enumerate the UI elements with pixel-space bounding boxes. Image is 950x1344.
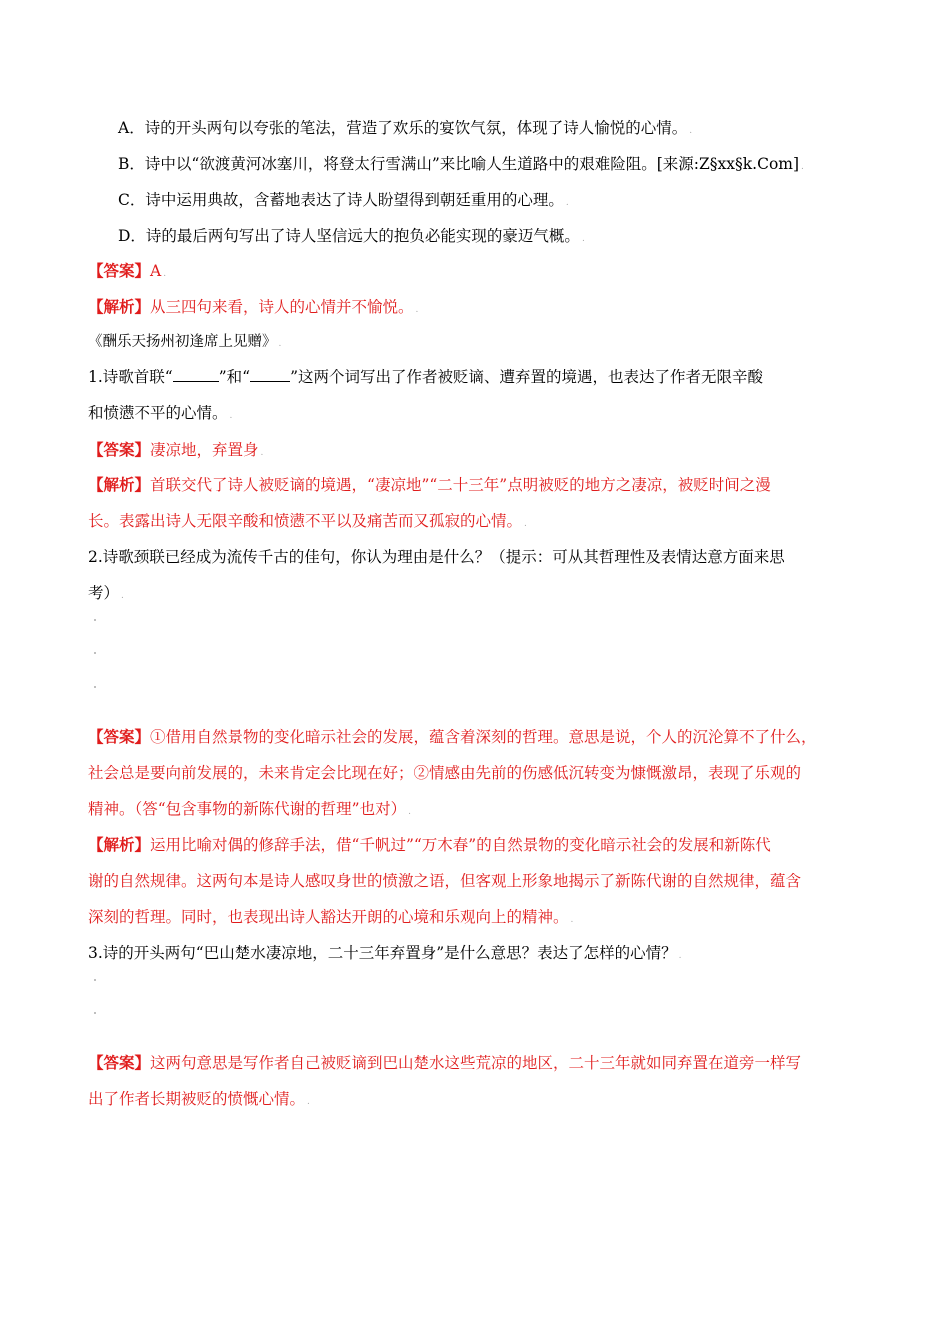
blank-line-marker [94,979,96,981]
question-2: 2.诗歌颈联已经成为流传千古的佳句，你认为理由是什么？（提示：可从其哲理性及表情达意方面来思 [88,548,785,566]
q2-answer: 【答案】①借用自然景物的变化暗示社会的发展，蕴含着深刻的哲理。意思是说，个人的沉沦算不了什么， [88,727,817,746]
q0-analysis: 【解析】从三四句来看，诗人的心情并不愉悦。 . [88,297,419,316]
question-2-line2: 考） . [88,584,124,602]
q2-analysis-line3: 深刻的哲理。同时，也表现出诗人豁达开朗的心境和乐观向上的精神。 . [88,908,574,926]
blank-line-marker [94,619,96,621]
q2-answer-line3: 精神。（答“包含事物的新陈代谢的哲理”也对） . [88,800,411,818]
q0-answer: 【答案】A . [88,261,167,280]
blank-1[interactable] [173,367,219,382]
q1-analysis: 【解析】首联交代了诗人被贬谪的境遇，“凄凉地”“二十三年”点明被贬的地方之凄凉，被贬时间之漫 [88,475,771,494]
q2-answer-line2: 社会总是要向前发展的，未来肯定会比现在好；②情感由先前的伤感低沉转变为慷慨激昂，表现了乐观的 [88,764,802,782]
option-a: A．诗的开头两句以夸张的笔法，营造了欢乐的宴饮气氛，体现了诗人愉悦的心情。 . [118,119,693,137]
q2-analysis: 【解析】运用比喻对偶的修辞手法，借“千帆过”“万木春”的自然景物的变化暗示社会的发展和新陈代 [88,835,771,854]
q3-answer-line2: 出了作者长期被贬的愤慨心情。 . [88,1090,310,1108]
q3-answer: 【答案】这两句意思是写作者自己被贬谪到巴山楚水这些荒凉的地区，二十三年就如同弃置在道旁一样写 [88,1053,802,1072]
question-1: 1.诗歌首联“ ”和“ ”这两个词写出了作者被贬谪、遭弃置的境遇，也表达了作者无限辛酸 [88,368,764,386]
option-c: C．诗中运用典故，含蓄地表达了诗人盼望得到朝廷重用的心理。 . [118,191,569,209]
q1-analysis-line2: 长。表露出诗人无限辛酸和愤懑不平以及痛苦而又孤寂的心情。 . [88,512,527,530]
blank-2[interactable] [250,367,290,382]
blank-line-marker [94,686,96,688]
blank-line-marker [94,1012,96,1014]
option-b: B．诗中以“欲渡黄河冰塞川，将登太行雪满山”来比喻人生道路中的艰难险阻。[来源:Z§xx§k.Com] . [118,155,804,173]
poem-title: 《酬乐天扬州初逢席上见赠》 . [88,334,282,350]
q1-answer: 【答案】凄凉地，弃置身 . [88,440,264,459]
q2-analysis-line2: 谢的自然规律。这两句本是诗人感叹身世的愤激之语，但客观上形象地揭示了新陈代谢的自然规律，蕴含 [88,872,802,890]
question-1-line2: 和愤懑不平的心情。 . [88,404,233,422]
blank-line-marker [94,652,96,654]
option-d: D．诗的最后两句写出了诗人坚信远大的抱负必能实现的豪迈气概。 . [118,227,585,245]
question-3: 3.诗的开头两句“巴山楚水凄凉地，二十三年弃置身”是什么意思？表达了怎样的心情？ . [88,944,682,962]
